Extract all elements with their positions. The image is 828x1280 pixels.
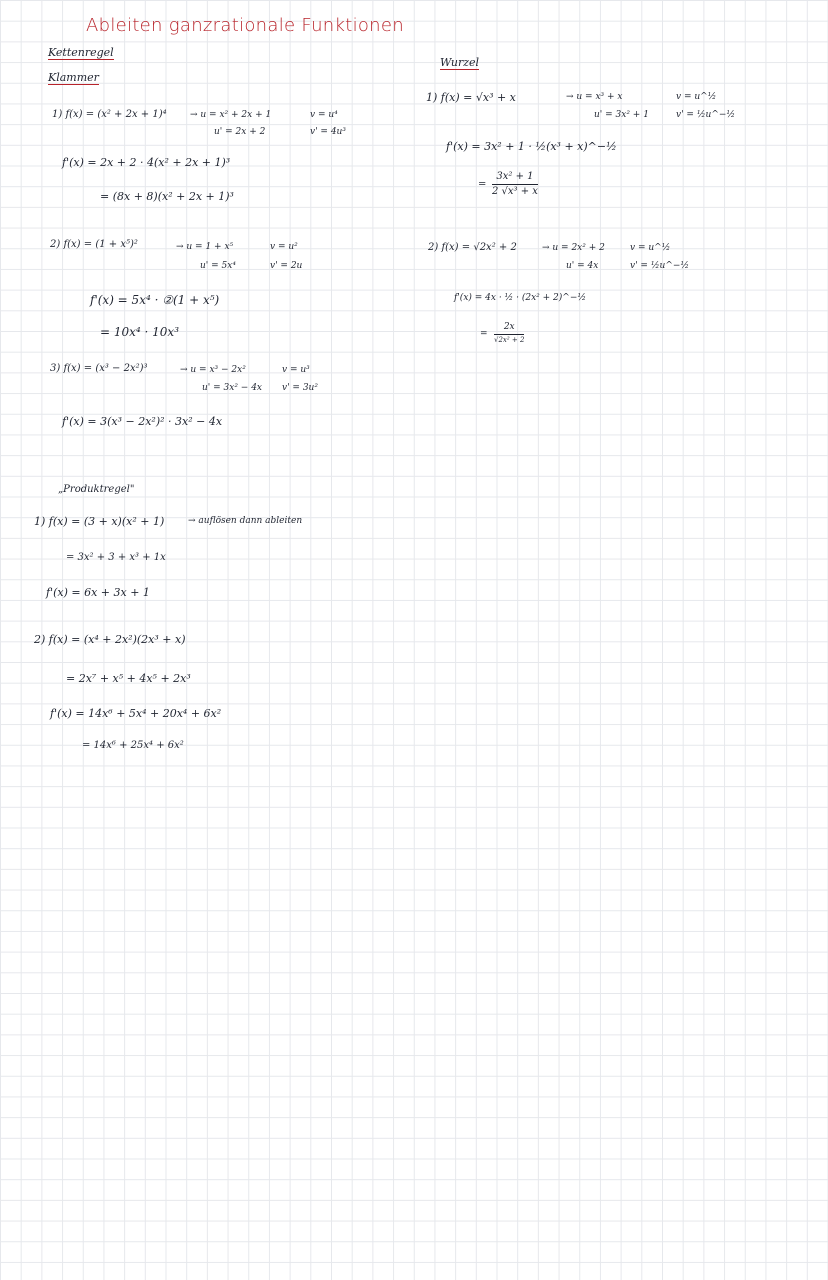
wurzel-ex2-v-prime: v' = ½u^−½ (630, 261, 690, 271)
klammer-ex2-v: v = u² (270, 242, 298, 252)
klammer-ex3-v: v = u³ (282, 365, 310, 375)
klammer-ex3-v-prime: v' = 3u² (282, 383, 318, 393)
wurzel-ex2-u-prime: u' = 4x (566, 261, 599, 271)
wurzel-ex1-derivative: f'(x) = 3x² + 1 · ½(x³ + x)^−½ (446, 140, 617, 153)
section-heading-kettenregel: Kettenregel (48, 46, 114, 59)
produkt-ex2-expanded: = 2x⁷ + x⁵ + 4x⁵ + 2x³ (66, 672, 191, 685)
wurzel-ex1-u: → u = x³ + x (566, 92, 623, 102)
section-heading-wurzel: Wurzel (440, 56, 480, 69)
wurzel-ex2-result-fraction (494, 323, 524, 344)
wurzel-ex1-result-denominator: 2 √x³ + x (492, 186, 538, 197)
klammer-ex3-derivative: f'(x) = 3(x³ − 2x²)² · 3x² − 4x (62, 415, 223, 428)
section-heading-produktregel: „Produktregel" (58, 484, 135, 495)
wurzel-ex1-result-numerator: 3x² + 1 (492, 172, 538, 185)
klammer-ex1-derivative: f'(x) = 2x + 2 · 4(x² + 2x + 1)³ (62, 156, 231, 169)
wurzel-ex1-function: 1) f(x) = √x³ + x (426, 91, 516, 104)
produkt-ex2-result: = 14x⁶ + 25x⁴ + 6x² (82, 740, 184, 751)
klammer-ex1-v-prime: v' = 4u³ (310, 127, 346, 137)
wurzel-ex2-equals: = (480, 329, 488, 339)
wurzel-ex1-equals: = (478, 179, 487, 190)
produkt-ex1-function: 1) f(x) = (3 + x)(x² + 1) (34, 515, 165, 528)
klammer-ex1-function: 1) f(x) = (x² + 2x + 1)⁴ (52, 109, 167, 120)
produkt-ex1-expanded: = 3x² + 3 + x³ + 1x (66, 552, 166, 563)
wurzel-ex2-function: 2) f(x) = √2x² + 2 (428, 242, 517, 253)
produkt-ex1-derivative: f'(x) = 6x + 3x + 1 (46, 586, 150, 599)
klammer-ex2-derivative: f'(x) = 5x⁴ · ②(1 + x⁵) (90, 293, 220, 307)
klammer-ex3-u: → u = x³ − 2x² (180, 365, 246, 375)
klammer-ex2-u-prime: u' = 5x⁴ (200, 261, 236, 271)
wurzel-ex1-result-fraction (492, 172, 538, 197)
klammer-ex1-result: = (8x + 8)(x² + 2x + 1)³ (100, 190, 234, 203)
klammer-ex2-function: 2) f(x) = (1 + x⁵)² (50, 239, 138, 250)
wurzel-ex2-result-numerator: 2x (494, 323, 524, 335)
wurzel-ex1-v-prime: v' = ½u^−½ (676, 110, 736, 120)
wurzel-ex2-result-denominator: √2x² + 2 (494, 336, 525, 344)
produkt-ex2-function: 2) f(x) = (x⁴ + 2x²)(2x³ + x) (34, 633, 186, 646)
klammer-ex2-u: → u = 1 + x⁵ (176, 242, 234, 252)
klammer-ex1-u-prime: u' = 2x + 2 (214, 127, 266, 137)
wurzel-ex2-u: → u = 2x² + 2 (542, 243, 605, 253)
klammer-ex3-function: 3) f(x) = (x³ − 2x²)³ (50, 363, 148, 374)
klammer-ex1-v: v = u⁴ (310, 110, 338, 120)
klammer-ex2-v-prime: v' = 2u (270, 261, 303, 271)
wurzel-ex1-u-prime: u' = 3x² + 1 (594, 110, 649, 120)
produkt-ex1-note: → auflösen dann ableiten (188, 516, 303, 526)
wurzel-ex2-derivative: f'(x) = 4x · ½ · (2x² + 2)^−½ (454, 293, 587, 303)
klammer-ex1-u: → u = x² + 2x + 1 (190, 110, 272, 120)
wurzel-ex2-v: v = u^½ (630, 243, 671, 253)
produkt-ex2-derivative: f'(x) = 14x⁶ + 5x⁴ + 20x⁴ + 6x² (50, 707, 222, 720)
klammer-ex3-u-prime: u' = 3x² − 4x (202, 383, 263, 393)
section-heading-klammer: Klammer (48, 71, 99, 84)
klammer-ex2-result: = 10x⁴ · 10x³ (100, 325, 180, 339)
page-title: Ableiten ganzrationale Funktionen (86, 15, 404, 36)
wurzel-ex1-v: v = u^½ (676, 92, 717, 102)
